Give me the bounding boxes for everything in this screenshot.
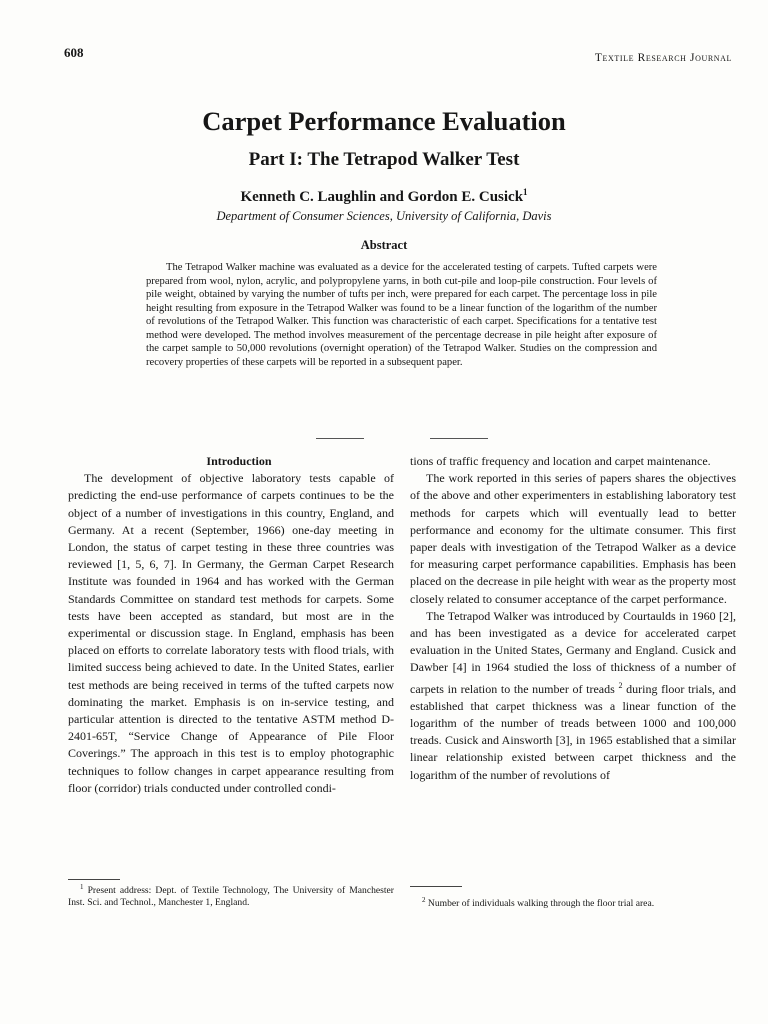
footnote-mark-1: 1 <box>80 883 84 891</box>
right-column <box>410 453 736 784</box>
footnote-treads <box>410 894 736 910</box>
footnote-rule-left <box>68 879 120 880</box>
article-title: Carpet Performance Evaluation <box>202 106 566 136</box>
article-subtitle: Part I: The Tetrapod Walker Test <box>248 149 520 170</box>
objectives-paragraph: The work reported in this series of papers shares the objectives of the above and other experimenters in establishing laboratory test methods for carpets which will eventually lead to better performance and economy for the ultimate consumer. This first paper deals with investigation of the Tetrapod Walker as a device for measuring carpet performance capabilities. Emphasis has been placed on the decrease in pile height with wear as the property most closely related to consumer acceptance of the carpet performance. <box>410 471 736 606</box>
introduction-paragraph: The development of objective laboratory tests capable of predicting the end-use performance of carpets continues to be the object of a number of investigations in this country, England, and Germany. At a recent (September, 1966) one-day meeting in London, the status of carpet testing in these three countries was reviewed [1, 5, 6, 7]. In Germany, the German Carpet Research Institute was founded in 1964 and has worked with the German Standards Committee on standard test methods for carpets. Some tests have been accepted as standard, but most are in the experimental or discussion stage. In England, emphasis has been placed on efforts to correlate laboratory tests with flood trials, with limited success being achieved to date. In the United States, earlier test methods are being received in terms of the tufted carpets now dominating the market. Emphasis is on in-service testing, and particular attention is directed to the tentative ASTM method D-2401-65T, “Service Change of Appearance of Pile Floor Coverings.” The approach in this test is to employ photographic techniques to follow changes in carpet appearance resulting from floor (corridor) trials conducted under controlled condi- <box>68 471 394 795</box>
continued-paragraph: tions of traffic frequency and location and carpet maintenance. <box>410 454 711 468</box>
treads-footnote-mark: 2 <box>618 680 623 690</box>
tetrapod-history-text-a: The Tetrapod Walker was introduced by Courtaulds in 1960 [2], and has been investigated as a device for accelerated carpet evaluation in the United States, Germany and England. Cusick and Dawber [4] in 1964 studied the loss of thickness of a number of carpets in relation to the number of treads <box>410 608 736 696</box>
author-affiliation: Department of Consumer Sciences, University of California, Davis <box>216 209 552 223</box>
section-divider-right <box>430 438 488 439</box>
page-number: 608 <box>64 45 84 60</box>
author-names: Kenneth C. Laughlin and Gordon E. Cusick <box>240 189 524 205</box>
abstract-text: The Tetrapod Walker machine was evaluated as a device for the accelerated testing of carpets. Tufted carpets were prepared from wool, nylon, acrylic, and polypropylene yarns, in both cut-pile and loop-pile construction. Four levels of pile weight, obtained by varying the number of tufts per inch, were prepared for each carpet. The percentage loss in pile height resulting from exposure in the Tetrapod Walker was found to be a linear function of the logarithm of the number of revolutions of the Tetrapod Walker. This function was characteristic of each carpet. Specifications for a tentative test method were developed. The method involves measurement of the percentage decrease in pile height after exposure of the carpet sample to 50,000 revolutions (overnight operation) of the Tetrapod Walker. Studies on the compression and recovery properties of these carpets will be reported in a subsequent paper. <box>146 262 657 368</box>
footnote-address <box>68 881 394 909</box>
footnote-address-text: Present address: Dept. of Textile Technology, The University of Manchester Inst. Sci. and Technol., Manchester 1, England. <box>68 885 394 909</box>
introduction-heading: Introduction <box>206 454 272 468</box>
section-divider-left <box>316 438 364 439</box>
journal-name: Textile Research Journal <box>594 52 732 64</box>
author-footnote-mark: 1 <box>523 187 528 197</box>
footnote-mark-2: 2 <box>422 896 426 904</box>
footnote-rule-right <box>410 886 462 887</box>
footnote-treads-text: Number of individuals walking through the floor trial area. <box>427 898 655 910</box>
article-authors <box>0 181 768 208</box>
left-column <box>68 453 394 797</box>
tetrapod-history-paragraph <box>410 608 736 784</box>
abstract-heading: Abstract <box>360 238 408 252</box>
tetrapod-history-text-b: during floor trials, and established that carpet thickness was a linear function of the logarithm of the number of treads between 1000 and 100,000 treads. Cusick and Ainsworth [3], in 1965 established that a similar linear relationship existed between carpet thickness and the logarithm of the number of revolutions of <box>410 681 737 782</box>
